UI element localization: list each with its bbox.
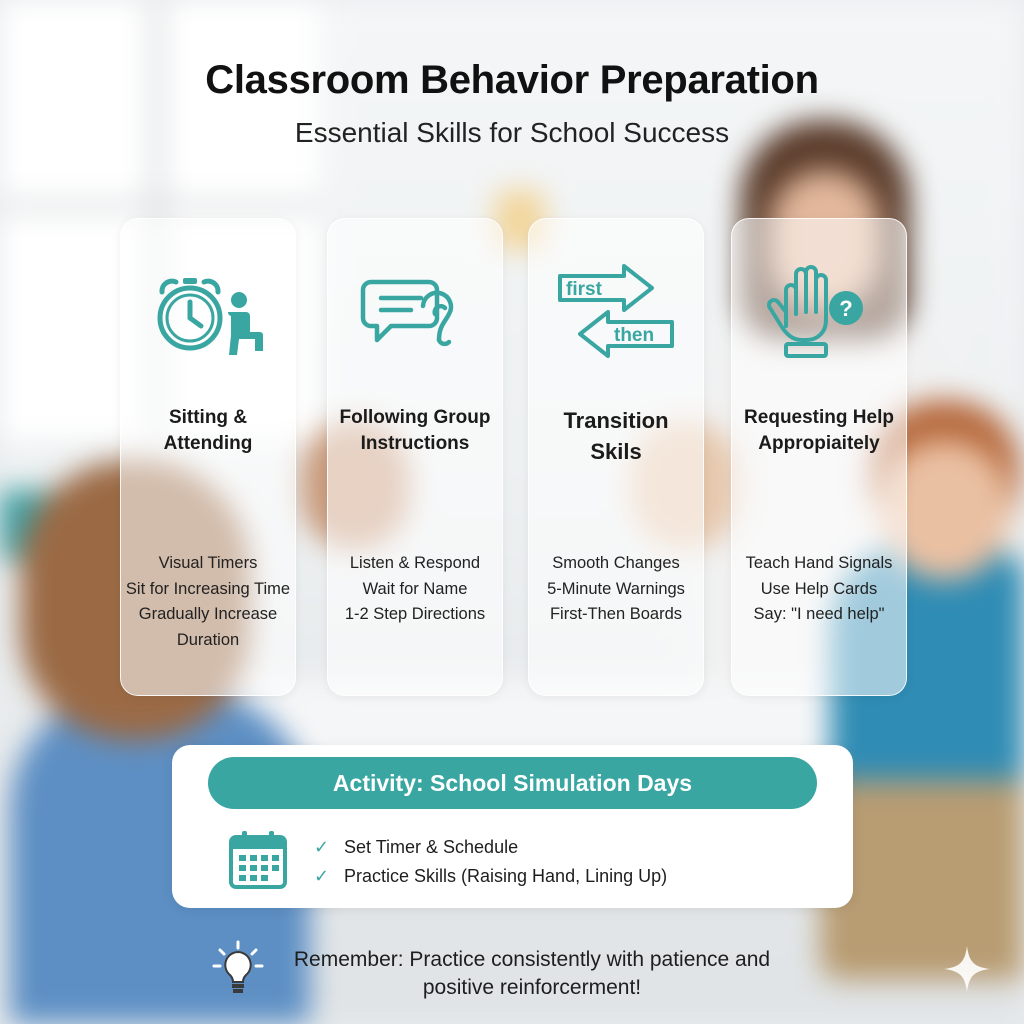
card-title: Sitting & Attending: [163, 407, 253, 454]
stopwatch-child-icon: [121, 259, 295, 369]
checkmark-icon: ✓: [314, 866, 330, 886]
list-item: 1-2 Step Directions: [344, 605, 486, 623]
list-item: Visual Timers: [158, 554, 258, 572]
page-title: Classroom Behavior Preparation: [205, 58, 819, 102]
card-item-list: [523, 551, 709, 628]
card-title: Following Group Instructions: [339, 407, 491, 454]
first-label: first: [566, 279, 602, 300]
list-item: 5-Minute Warnings: [547, 579, 685, 598]
list-item: Duration: [176, 630, 240, 649]
speech-bubble-ear-icon: [328, 259, 502, 369]
list-item: ✓ Practice Skills (Raising Hand, Lining Up): [314, 866, 668, 886]
raised-hand-question-icon: [732, 259, 906, 369]
list-item: Sit for Increasing Time: [125, 579, 291, 598]
skill-card-instructions: [327, 218, 503, 696]
list-item: Listen & Respond: [349, 554, 481, 572]
card-item-list: [726, 551, 912, 628]
svg-text:?: ?: [839, 296, 853, 321]
activity-panel: [172, 745, 853, 908]
reminder-text: Remember: Practice consistently with patience and positive reinforcerment!: [293, 948, 771, 999]
card-title: Requesting Help Appropiaitely: [744, 407, 894, 454]
list-item: Use Help Cards: [760, 579, 878, 598]
then-label: then: [614, 325, 655, 346]
card-item-list: [115, 551, 301, 653]
header: [0, 58, 1024, 149]
list-item: Gradually Increase: [138, 605, 278, 623]
page-subtitle: Essential Skills for School Success: [294, 117, 730, 148]
calendar-icon: [228, 829, 288, 896]
first-then-arrows-icon: [529, 259, 703, 369]
card-item-list: [322, 551, 508, 628]
list-item: First-Then Boards: [549, 605, 683, 623]
list-item: ✓ Set Timer & Schedule: [314, 837, 519, 857]
activity-checklist: [314, 833, 667, 891]
checkmark-icon: ✓: [314, 837, 330, 857]
skill-card-help: [731, 218, 907, 696]
skill-card-transition: [528, 218, 704, 696]
sparkle-icon: [942, 944, 992, 999]
skill-card-sitting: [120, 218, 296, 696]
list-item: Smooth Changes: [552, 554, 680, 572]
list-item: Say: "I need help": [753, 605, 885, 623]
list-item: Wait for Name: [362, 579, 468, 598]
card-title: Transition Skils: [563, 408, 669, 464]
activity-banner: Activity: School Simulation Days: [208, 757, 817, 809]
list-item: Teach Hand Signals: [745, 554, 893, 572]
